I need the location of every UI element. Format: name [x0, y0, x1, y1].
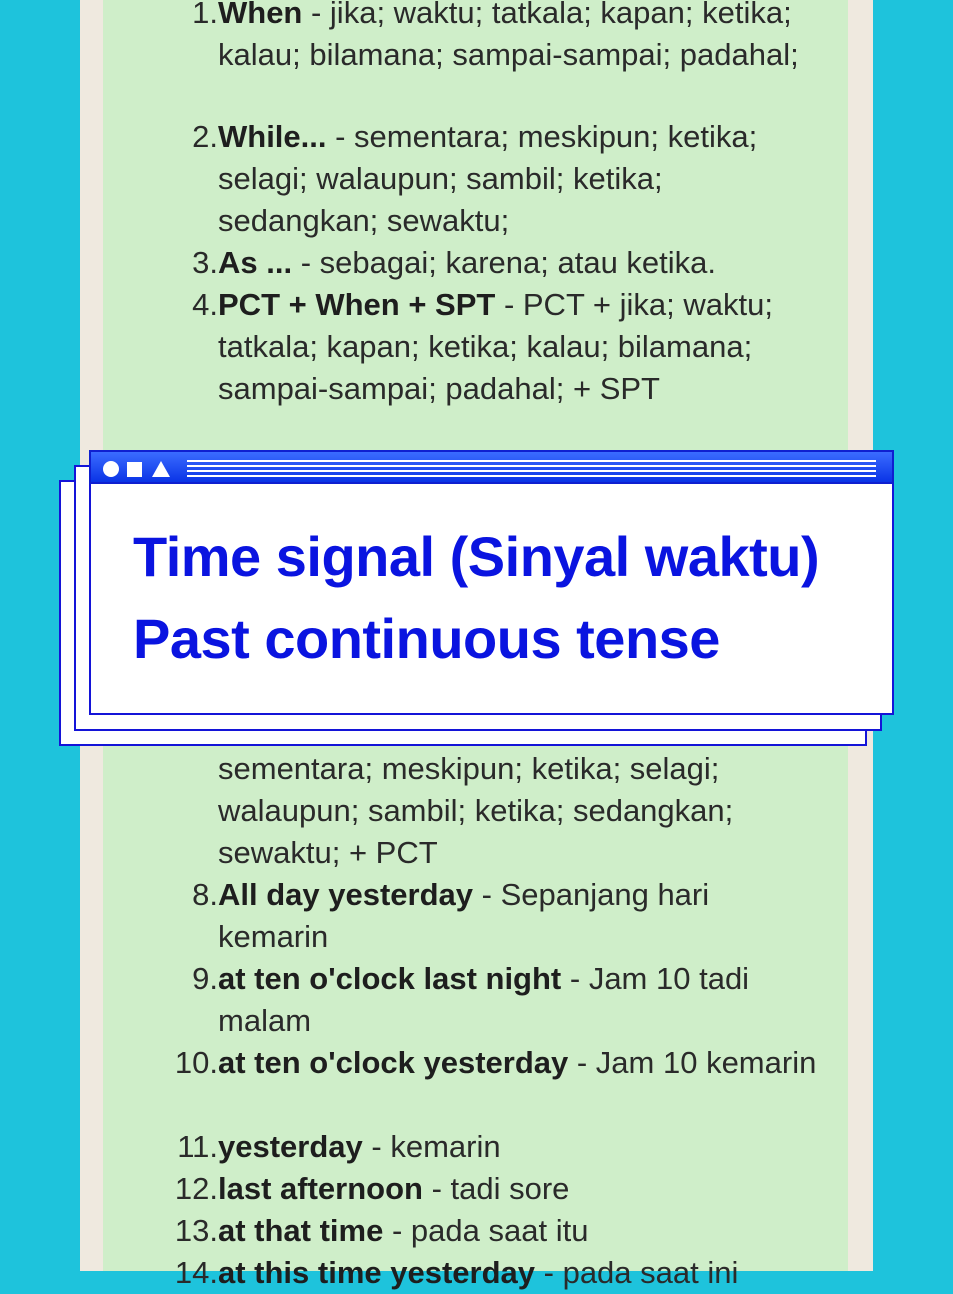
item-meaning: - pada saat ini	[535, 1255, 739, 1290]
titlebar-stripes	[187, 460, 876, 478]
circle-icon[interactable]	[103, 461, 119, 477]
item-number: 3.	[192, 245, 218, 280]
window-body	[89, 484, 894, 715]
item-number: 10.	[174, 1045, 218, 1080]
item-number: 2.	[192, 119, 218, 154]
item-term: PCT + When + SPT	[218, 287, 496, 322]
item-term: When	[218, 0, 303, 30]
item-number: 11.	[177, 1129, 218, 1164]
headline-subtitle: Past continuous tense	[133, 607, 720, 670]
item-term: at that time	[218, 1213, 384, 1248]
item-meaning: sementara; meskipun; ketika; selagi; walaupun; sambil; ketika; sedangkan; sewaktu; + PCT	[218, 751, 734, 870]
item-meaning: - tadi sore	[422, 1171, 570, 1206]
item-term: at ten o'clock yesterday	[218, 1045, 569, 1080]
item-meaning: - Jam 10 tadi malam	[218, 961, 750, 1038]
item-number: 4.	[192, 287, 218, 322]
item-meaning: - Jam 10 kemarin	[568, 1045, 817, 1080]
item-meaning: - pada saat itu	[383, 1213, 589, 1248]
square-icon[interactable]	[127, 462, 142, 477]
item-meaning: - kemarin	[362, 1129, 501, 1164]
item-number: 8.	[192, 877, 218, 912]
item-meaning: - Sepanjang hari kemarin	[218, 877, 710, 954]
item-number: 13.	[174, 1213, 218, 1248]
item-term: yesterday	[218, 1129, 363, 1164]
title-window	[89, 450, 894, 715]
item-term: at this time yesterday	[218, 1255, 536, 1290]
item-meaning: - sementara; meskipun; ketika; selagi; walaupun; sambil; ketika; sedangkan; sewaktu;	[218, 119, 758, 238]
window-titlebar[interactable]	[89, 450, 894, 484]
item-term: last afternoon	[218, 1171, 423, 1206]
item-number: 12.	[174, 1171, 218, 1206]
item-meaning: - jika; waktu; tatkala; kapan; ketika; kalau; bilamana; sampai-sampai; padahal;	[218, 0, 799, 72]
triangle-icon[interactable]	[152, 461, 170, 477]
item-term: at ten o'clock last night	[218, 961, 562, 996]
headline-title: Time signal (Sinyal waktu)	[133, 525, 820, 588]
item-number: 14.	[174, 1255, 218, 1290]
item-number: 1.	[192, 0, 218, 30]
item-meaning: - PCT + jika; waktu; tatkala; kapan; ketika; kalau; bilamana; sampai-sampai; padahal; + SPT	[218, 287, 773, 406]
item-term: As ...	[218, 245, 293, 280]
item-meaning: - sebagai; karena; atau ketika.	[292, 245, 717, 280]
item-term: While...	[218, 119, 327, 154]
item-number: 9.	[192, 961, 218, 996]
item-term: All day yesterday	[218, 877, 474, 912]
